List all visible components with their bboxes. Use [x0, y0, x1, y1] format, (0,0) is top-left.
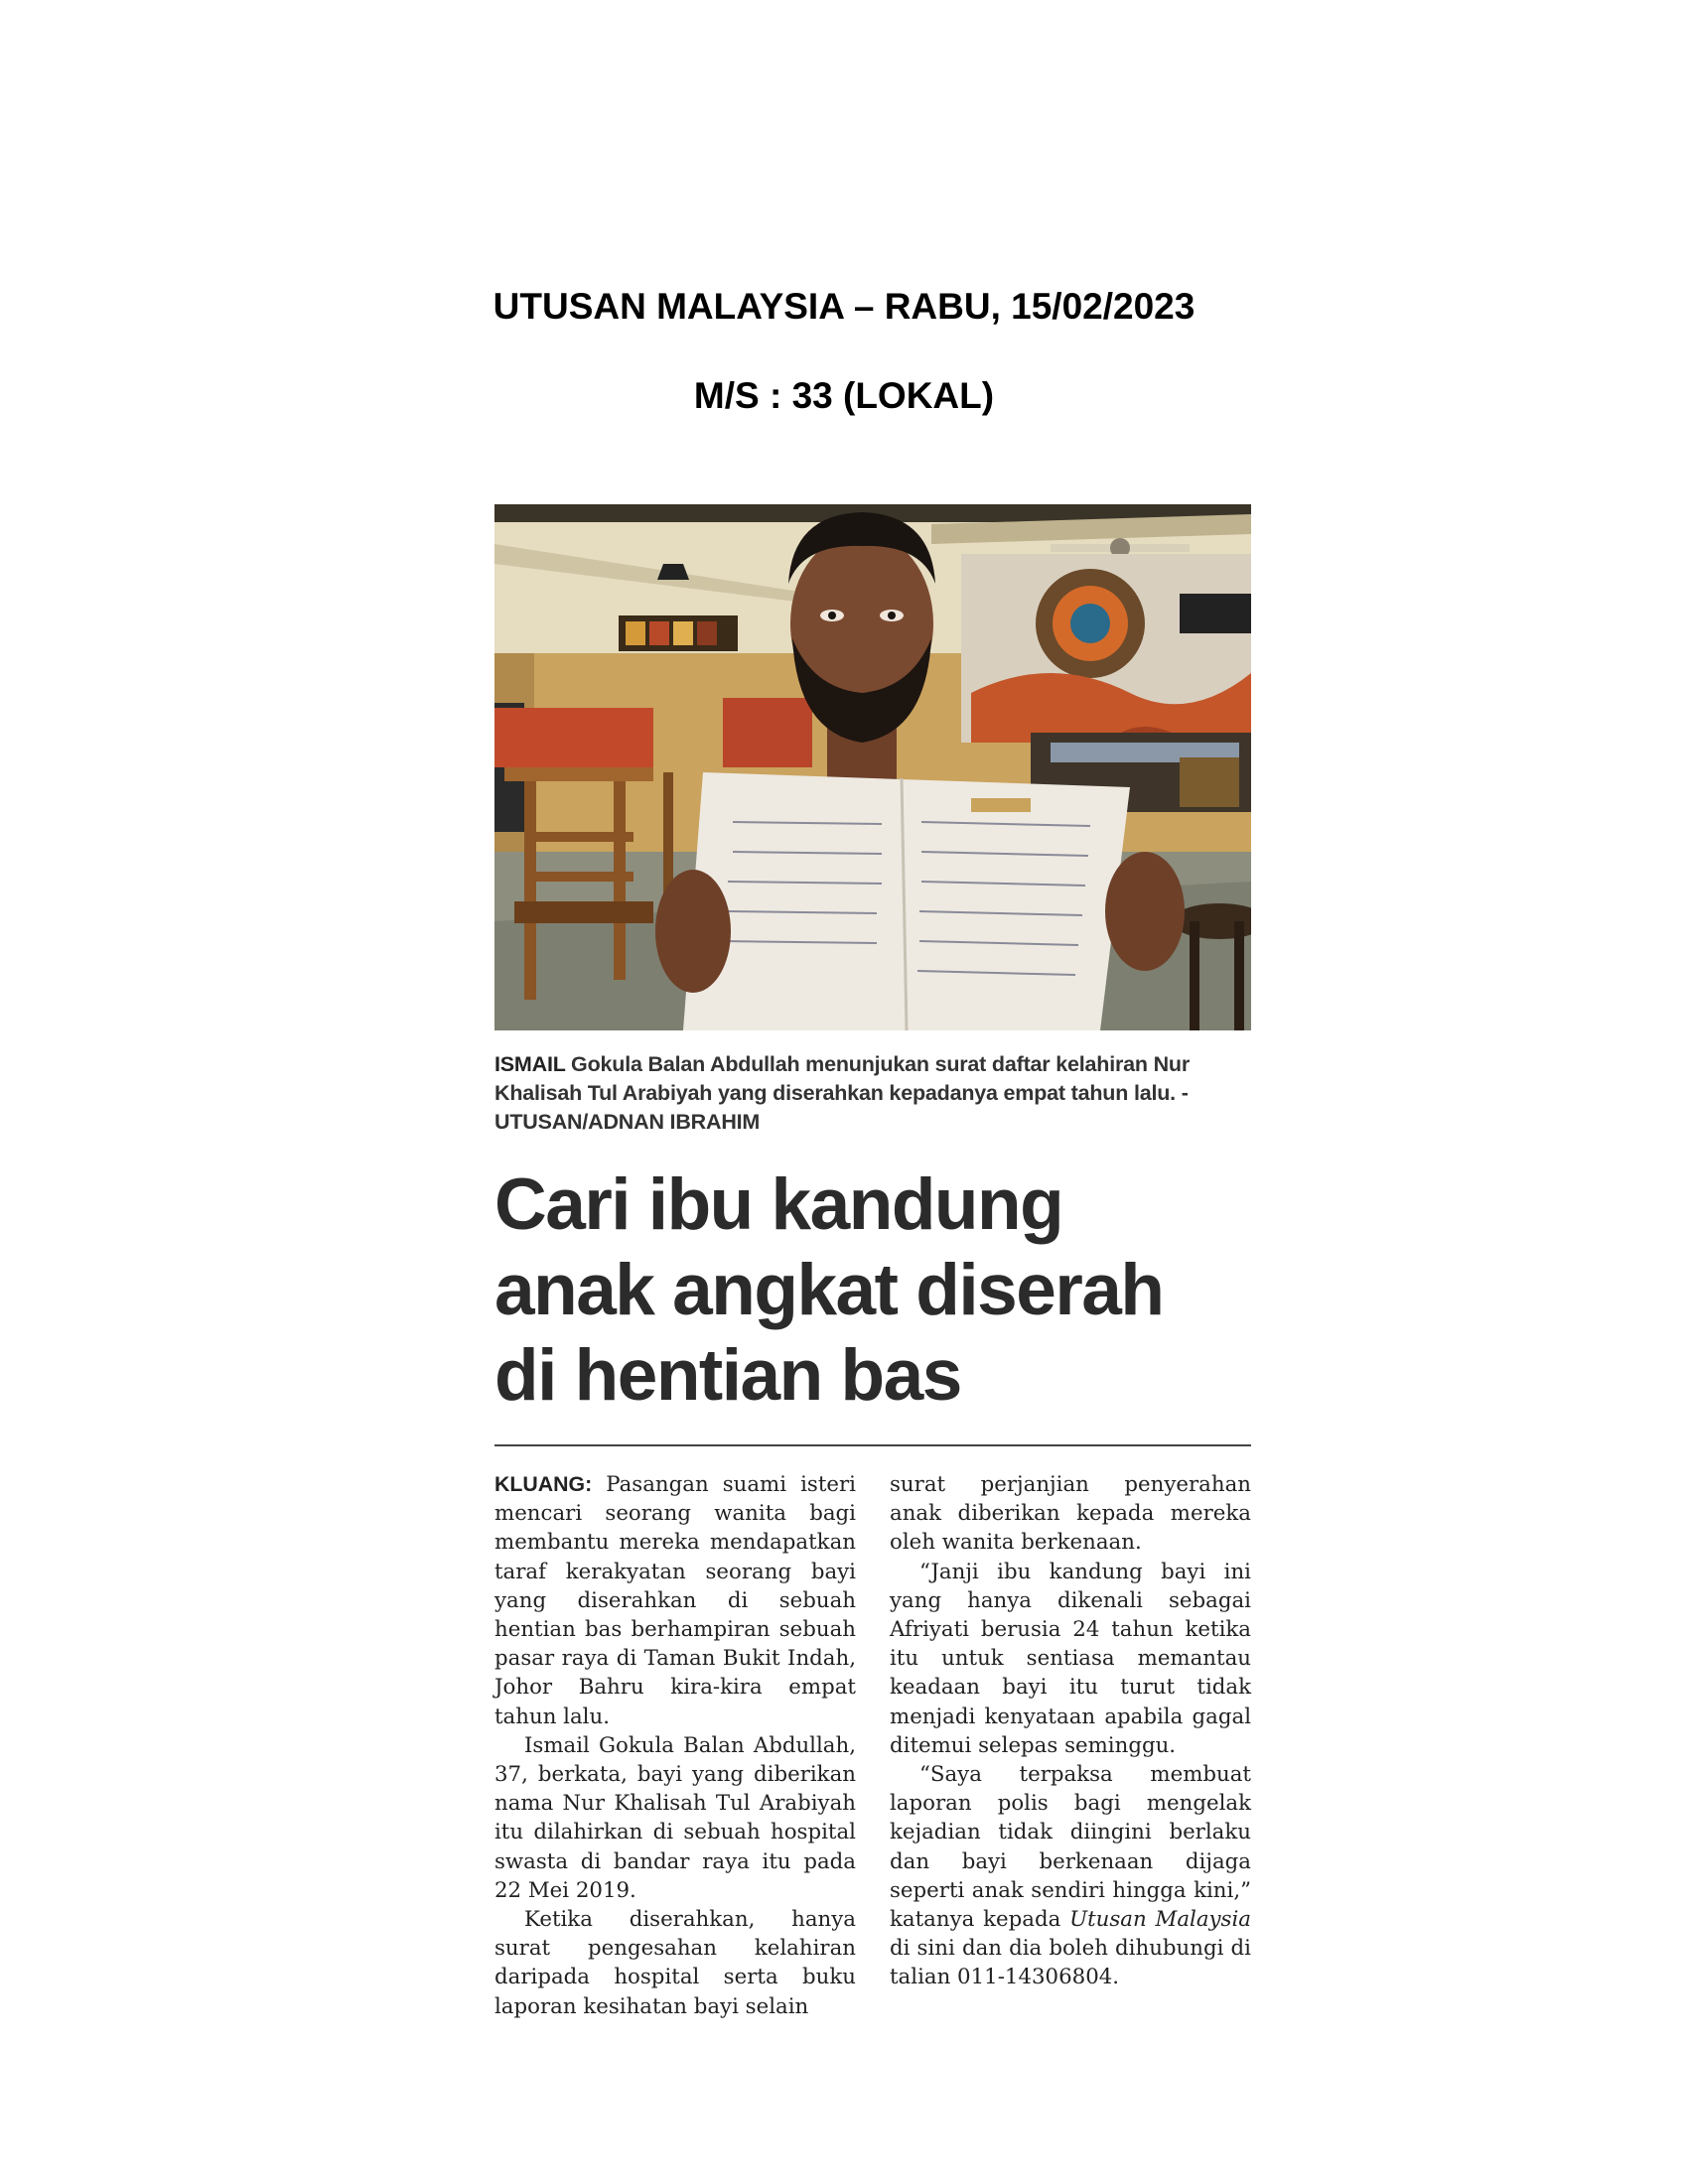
paragraph-text: “Saya terpaksa membuat laporan polis bagi mengelak kejadian tidak diingini berlaku dan bayi berkenaan dijaga seperti anak sendiri hingga kini,” katanya kepada — [890, 1762, 1251, 1933]
article-headline — [494, 1162, 1251, 1419]
article-column-1 — [494, 1470, 856, 2021]
photo-caption — [494, 1050, 1251, 1137]
paragraph-text: Pasangan suami isteri mencari seorang wanita bagi membantu mereka mendapatkan taraf kerakyatan seorang bayi yang diserahkan di sebuah hentian bas berhampiran sebuah pasar raya di Taman Bukit Indah, Johor Bahru kira-kira empat tahun lalu. — [494, 1472, 856, 1729]
dateline: KLUANG: — [494, 1472, 593, 1496]
article-paragraph — [494, 1470, 856, 1731]
article-paragraph: Ismail Gokula Balan Abdullah, 37, berkata, bayi yang diberikan nama Nur Khalisah Tul Arabiyah itu dilahirkan di sebuah hospital swasta di bandar raya itu pada 22 Mei 2019. — [494, 1732, 856, 1903]
photo-illustration — [494, 504, 1251, 1030]
headline-line-3: di hentian bas — [494, 1335, 961, 1416]
newspaper-name: Utusan Malaysia — [1069, 1907, 1251, 1933]
news-photo — [494, 504, 1251, 1030]
article-column-2 — [890, 1470, 1251, 2021]
headline-line-1: Cari ibu kandung — [494, 1164, 1063, 1245]
article-paragraph: “Janji ibu kandung bayi ini yang hanya dikenali sebagai Afriyati berusia 24 tahun ketika itu untuk sentiasa memantau keadaan bayi itu turut tidak menjadi kenyataan apabila gagal ditemui selepas seminggu. — [890, 1559, 1251, 1758]
caption-text: Gokula Balan Abdullah menunjukan surat daftar kelahiran Nur Khalisah Tul Arabiyah yang diserahkan kepadanya empat tahun lalu. - UTUSAN/ADNAN IBRAHIM — [494, 1052, 1191, 1134]
paragraph-text: di sini dan dia boleh dihubungi di talian 011-14306804. — [890, 1936, 1251, 1990]
article-paragraph: surat perjanjian penyerahan anak diberikan kepada mereka oleh wanita berkenaan. — [890, 1472, 1251, 1556]
caption-lead: ISMAIL — [494, 1052, 566, 1076]
page-section-label: M/S : 33 (LOKAL) — [693, 375, 995, 416]
headline-line-2: anak angkat diserah — [494, 1250, 1164, 1330]
article-paragraph — [890, 1760, 1251, 1992]
news-clipping — [494, 504, 1251, 2021]
article-paragraph: Ketika diserahkan, hanya surat pengesahan kelahiran daripada hospital serta buku laporan kesihatan bayi selain — [494, 1907, 856, 2019]
newspaper-header: UTUSAN MALAYSIA – RABU, 15/02/2023 — [492, 286, 1196, 327]
article-body — [494, 1470, 1251, 2021]
headline-divider — [494, 1444, 1251, 1446]
